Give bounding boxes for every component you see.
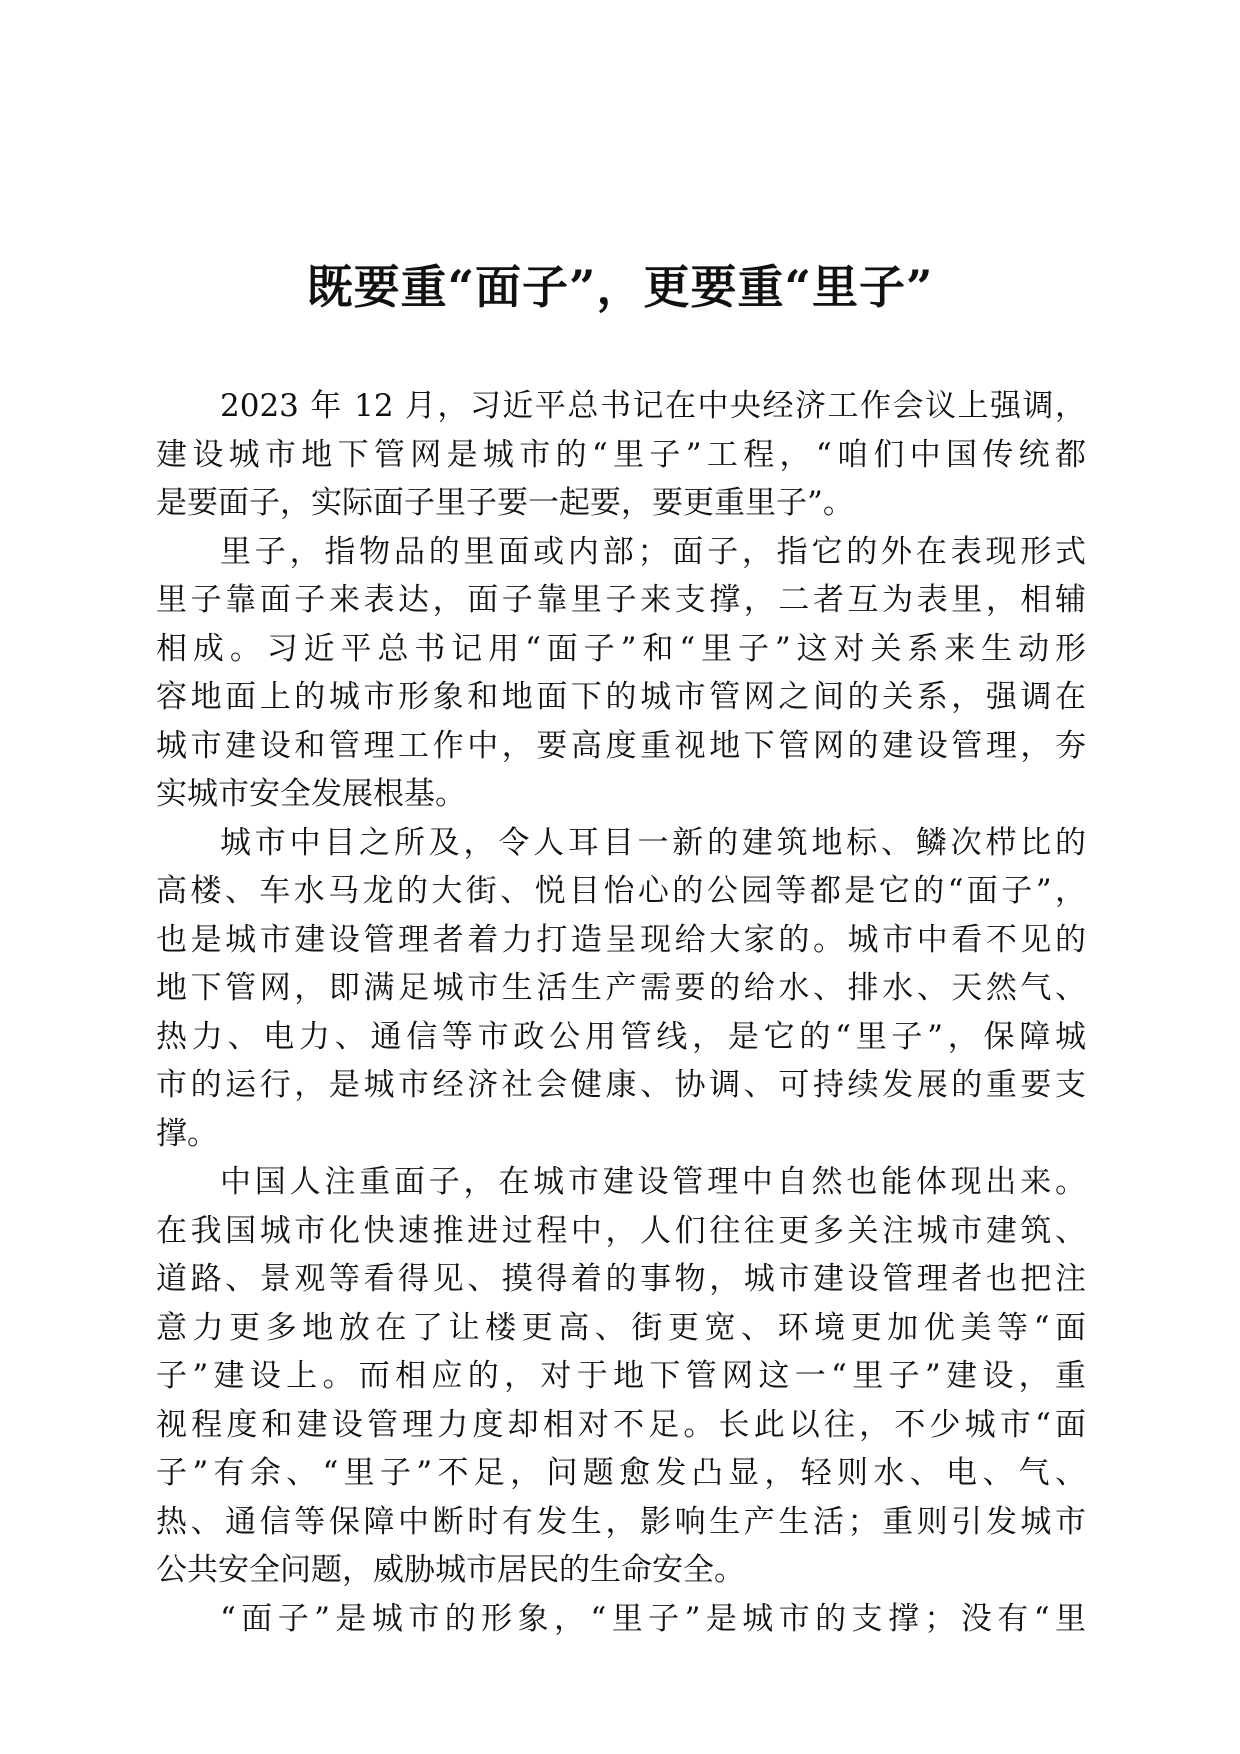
text-line: 热、通信等保障中断时有发生，影响生产生活；重则引发城市 <box>156 1503 1086 1540</box>
text-line: 子”有余、“里子”不足，问题愈发凸显，轻则水、电、气、 <box>156 1455 1086 1491</box>
paragraph-1 <box>156 382 1086 528</box>
text-line: 意力更多地放在了让楼更高、街更宽、环境更加优美等“面 <box>156 1309 1086 1346</box>
document-body <box>156 382 1086 1643</box>
text-line: 在我国城市化快速推进过程中，人们往往更多关注城市建筑、 <box>156 1212 1086 1249</box>
text-line: 城市中目之所及，令人耳目一新的建筑地标、鳞次栉比的 <box>220 824 1086 861</box>
document-title: 既要重“面子”，更要重“里子” <box>306 260 934 314</box>
text-line: 是要面子，实际面子里子要一起要，要更重里子”。 <box>156 485 854 521</box>
text-line: 子”建设上。而相应的，对于地下管网这一“里子”建设，重 <box>156 1358 1086 1394</box>
text-line: 建设城市地下管网是城市的“里子”工程，“咱们中国传统都 <box>156 436 1086 473</box>
text-line: 高楼、车水马龙的大街、悦目怡心的公园等都是它的“面子”， <box>156 873 1086 909</box>
text-line: 撑。 <box>156 1115 218 1152</box>
text-line: 里子靠面子来表达，面子靠里子来支撑，二者互为表里，相辅 <box>156 582 1086 618</box>
text-line: 道路、景观等看得见、摸得着的事物，城市建设管理者也把注 <box>156 1261 1086 1297</box>
text-line: 实城市安全发展根基。 <box>156 776 466 812</box>
paragraph-3 <box>156 819 1086 1159</box>
text-line: 相成。习近平总书记用“面子”和“里子”这对关系来生动形 <box>156 630 1086 667</box>
text-line: “面子”是城市的形象，“里子”是城市的支撑；没有“里 <box>220 1600 1086 1637</box>
paragraph-2 <box>156 528 1086 819</box>
text-line: 中国人注重面子，在城市建设管理中自然也能体现出来。 <box>220 1164 1086 1200</box>
text-line: 热力、电力、通信等市政公用管线，是它的“里子”，保障城 <box>156 1018 1086 1055</box>
text-line: 2023 年 12 月，习近平总书记在中央经济工作会议上强调， <box>220 388 1086 424</box>
text-line: 容地面上的城市形象和地面下的城市管网之间的关系，强调在 <box>156 679 1086 715</box>
text-line: 地下管网，即满足城市生活生产需要的给水、排水、天然气、 <box>156 970 1086 1006</box>
paragraph-5 <box>156 1595 1086 1644</box>
text-line: 公共安全问题，威胁城市居民的生命安全。 <box>156 1552 745 1588</box>
paragraph-4 <box>156 1158 1086 1595</box>
text-line: 市的运行，是城市经济社会健康、协调、可持续发展的重要支 <box>156 1067 1086 1103</box>
text-line: 城市建设和管理工作中，要高度重视地下管网的建设管理，夯 <box>156 727 1086 764</box>
text-line: 也是城市建设管理者着力打造呈现给大家的。城市中看不见的 <box>156 921 1086 958</box>
text-line: 视程度和建设管理力度却相对不足。长此以往，不少城市“面 <box>156 1406 1086 1443</box>
text-line: 里子，指物品的里面或内部；面子，指它的外在表现形式 <box>220 533 1086 570</box>
